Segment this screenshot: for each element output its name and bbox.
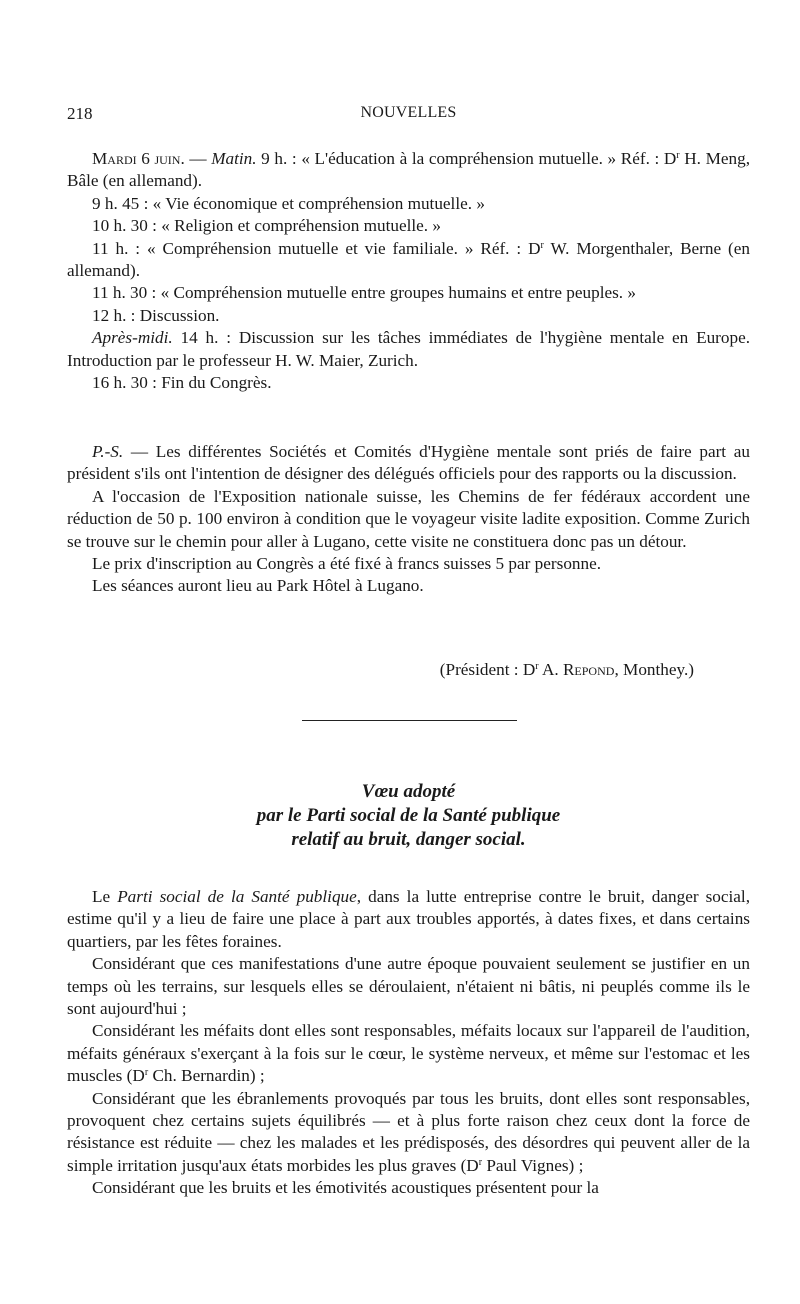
programme-text-tail: H. Meng, Bâle (en allemand). bbox=[67, 149, 750, 191]
dash: — bbox=[184, 149, 212, 168]
party-name: Parti social de la Santé publique bbox=[117, 887, 357, 906]
article-paragraph bbox=[67, 886, 750, 953]
title-abbrev: r bbox=[676, 150, 680, 161]
programme-text: 14 h. : Discussion sur les tâches immédiates de l'hygiène mentale en Europe. Introduction par le professeur H. W. Maier, Zurich. bbox=[67, 328, 750, 370]
article-paragraph bbox=[67, 1020, 750, 1087]
title-abbrev: r bbox=[540, 239, 544, 251]
article-title bbox=[67, 780, 750, 852]
month-name: juin. bbox=[154, 149, 185, 168]
section-divider bbox=[302, 720, 517, 721]
programme-paragraph bbox=[67, 238, 750, 283]
article-text: , dans la lutte entreprise contre le bruit, danger social, estime qu'il y a lieu de faire une place à part aux troubles apportés, à dates fixes, et dans certains quartiers, par les fêtes foraines. bbox=[67, 887, 750, 951]
programme-text-tail: W. Morgenthaler, Berne (en allemand). bbox=[67, 238, 750, 281]
article-paragraph: Considérant que les bruits et les émotivités acoustiques présentent pour la bbox=[92, 1178, 599, 1198]
postscript-text: — Les différentes Sociétés et Comités d'Hygiène mentale sont priés de faire part au président s'ils ont l'intention de désigner des délégués officiels pour des rapports ou la discussion. bbox=[67, 442, 750, 484]
postscript-section bbox=[67, 441, 750, 598]
programme-paragraph bbox=[67, 327, 750, 372]
signature-prefix: (Président : D bbox=[439, 660, 536, 679]
article-text-tail: Ch. Bernardin) ; bbox=[148, 1066, 265, 1086]
president-signature bbox=[67, 660, 750, 680]
signature-name: Repond bbox=[562, 660, 615, 679]
article-text-tail: Paul Vignes) ; bbox=[482, 1155, 584, 1175]
day-name: Mardi bbox=[92, 149, 137, 168]
article-text: Considérant les méfaits dont elles sont responsables, méfaits locaux sur l'appareil de l'audition, méfaits généraux s'exerçant à la fois sur le cœur, le système nerveux, et même sur l'estomac et les muscles (D bbox=[67, 1021, 750, 1086]
programme-text: 11 h. : « Compréhension mutuelle et vie familiale. » Réf. : D bbox=[92, 238, 541, 258]
programme-paragraph: 10 h. 30 : « Religion et compréhension mutuelle. » bbox=[92, 216, 441, 236]
page-header bbox=[67, 104, 750, 128]
programme-section bbox=[67, 148, 750, 394]
running-title: NOUVELLES bbox=[360, 104, 457, 121]
programme-paragraph: 16 h. 30 : Fin du Congrès. bbox=[92, 373, 272, 393]
programme-paragraph: 9 h. 45 : « Vie économique et compréhension mutuelle. » bbox=[92, 193, 485, 213]
title-line: relatif au bruit, danger social. bbox=[291, 829, 526, 850]
signature-initial: A. bbox=[538, 660, 563, 679]
programme-paragraph: 11 h. 30 : « Compréhension mutuelle entre groupes humains et entre peuples. » bbox=[92, 283, 636, 303]
title-line: par le Parti social de la Santé publique bbox=[256, 805, 561, 826]
session-label: Après-midi. bbox=[92, 328, 173, 348]
article-body bbox=[67, 886, 750, 1200]
title-abbrev: r bbox=[144, 1067, 149, 1079]
title-abbrev: r bbox=[478, 1156, 483, 1168]
page-number: 218 bbox=[67, 104, 93, 123]
date-number: 6 bbox=[141, 149, 150, 168]
article-paragraph bbox=[67, 1088, 750, 1178]
title-abbrev: r bbox=[535, 661, 539, 672]
postscript-label: P.-S. bbox=[92, 442, 124, 461]
programme-paragraph: 12 h. : Discussion. bbox=[92, 305, 220, 325]
programme-paragraph bbox=[67, 148, 750, 193]
article-text: Considérant que les ébranlements provoqués par tous les bruits, dont elles sont responsables, provoquent chez certains sujets équilibrés — et à plus forte raison chez ceux dont la force de résistance est réduite — chez les malades et les prédisposés, des désordres qui peuvent aller de la simple irritation jusqu'aux états morbides les plus graves (D bbox=[67, 1088, 750, 1175]
postscript-paragraph: A l'occasion de l'Exposition nationale suisse, les Chemins de fer fédéraux accordent une réduction de 50 p. 100 environ à condition que le voyageur visite ladite exposition. Comme Zurich se trouve sur le chemin pour aller à Lugano, cette visite ne constituera donc pas un détour. bbox=[67, 486, 750, 551]
article-lead: Le bbox=[92, 887, 118, 906]
title-line: Vœu adopté bbox=[361, 781, 456, 802]
signature-suffix: , Monthey.) bbox=[614, 660, 694, 679]
article-paragraph: Considérant que ces manifestations d'une autre époque pouvaient seulement se justifier en un temps où les terrains, sur lesquels elles se déroulaient, n'étaient ni bâtis, ni peuplés comme ils le sont aujourd'hui ; bbox=[67, 954, 750, 1019]
session-label: Matin. bbox=[211, 149, 257, 168]
postscript-paragraph: Le prix d'inscription au Congrès a été fixé à francs suisses 5 par personne. bbox=[92, 554, 602, 574]
postscript-paragraph: Les séances auront lieu au Park Hôtel à Lugano. bbox=[92, 576, 424, 596]
postscript-paragraph bbox=[67, 441, 750, 486]
programme-text: 9 h. : « L'éducation à la compréhension mutuelle. » Réf. : D bbox=[256, 149, 677, 168]
